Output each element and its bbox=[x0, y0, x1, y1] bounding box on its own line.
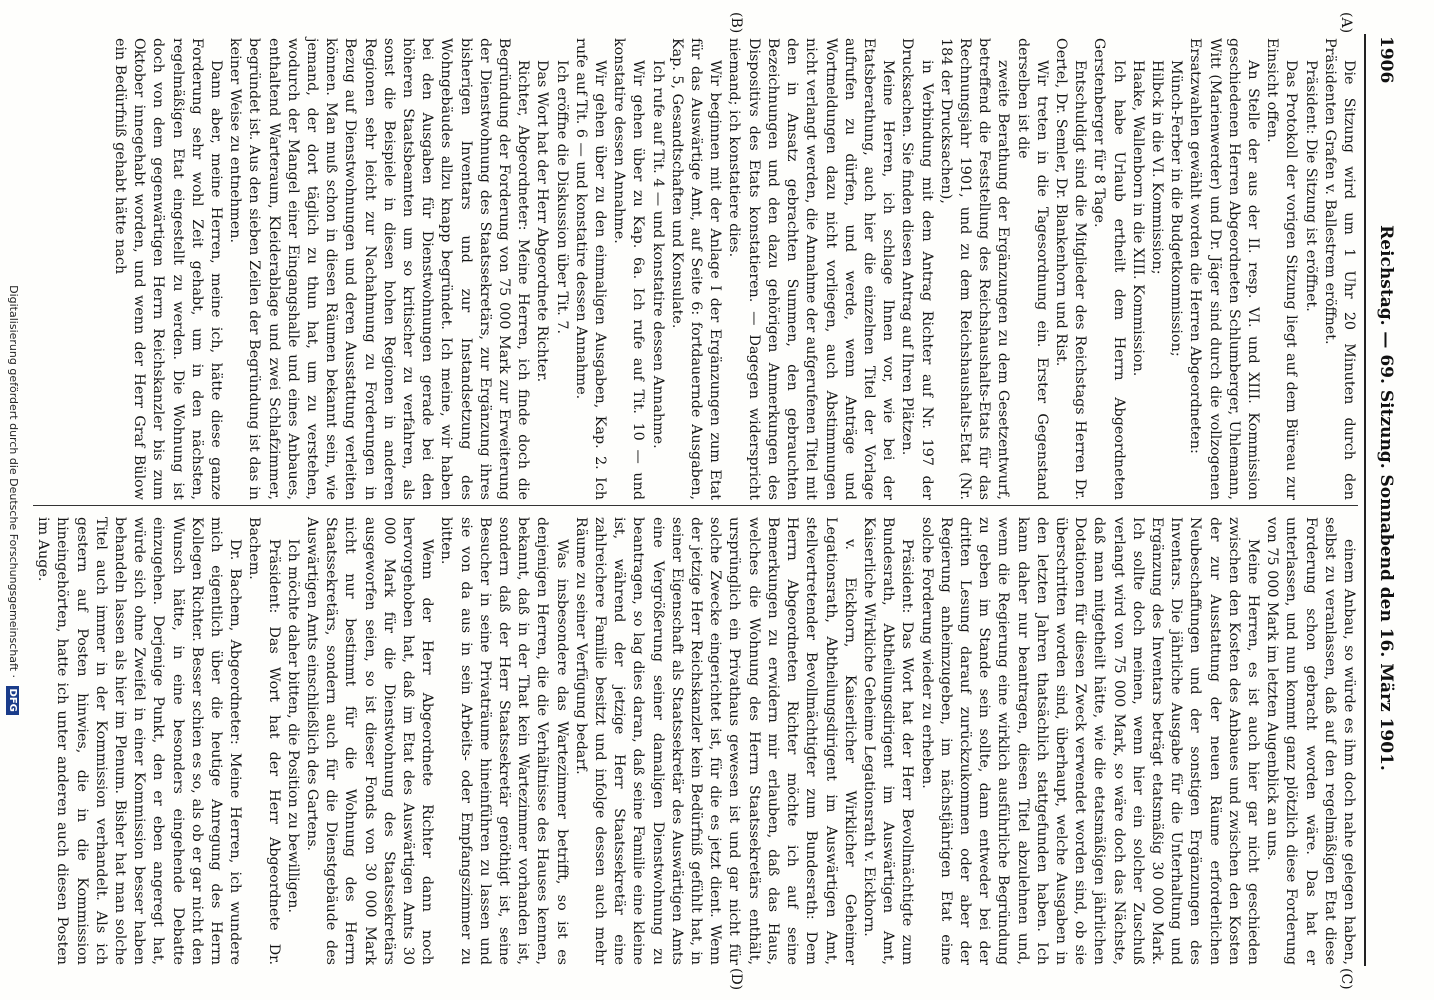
paragraph: Wir beginnen mit der Anlage I der Ergänzungen zum Etat für das Auswärtige Amt, auf Seite 6: fortdauernde Ausgaben, Kap. 5, Gesandtschaften und Konsulate. bbox=[668, 38, 724, 500]
paragraph: Dann aber, meine Herren, meine ich, hätte diese ganze Forderung sehr wohl Zeit gehabt, um in den nächsten, regelmäßigen Etat eingestellt zu werden. Die Wohnung ist doch von dem gegenwärtigen Herrn Reichskanzler bis zum Oktober innegehabt worden, und wenn der Herr Graf Bülow ein Bedürfniß gehabt hätte nach bbox=[112, 38, 225, 500]
paragraph: Das Protokoll der vorigen Sitzung liegt auf dem Büreau zur Einsicht offen. bbox=[1264, 38, 1300, 500]
paragraph: Entschuldigt sind die Mitglieder des Reichstags Herren Dr. Oertel, Dr. Semler, Dr. Blankenhorn und Rist. bbox=[1052, 38, 1089, 500]
running-title: Reichstag. — 69. Sitzung. Sonnabend den 16. März 1901. bbox=[1376, 225, 1396, 771]
paragraph: Ich möchte daher bitten, die Position zu bewilligen. bbox=[284, 539, 301, 913]
margin-mark-d: (D) bbox=[728, 968, 744, 991]
paragraph: Präsident: Das Wort hat der Herr Abgeordnete Dr. Bachem. bbox=[246, 517, 282, 965]
left-column bbox=[110, 38, 1358, 500]
paragraph: Präsident: Das Wort hat der Herr Bevollmächtigte zum Bundesrath, Abtheilungsdirigent im Auswärtigen Amt, Kaiserliche Wirkliche Geheime Legationsrath v. Eickhorn. bbox=[860, 517, 916, 965]
paragraph: Meine Herren, ich schlage Ihnen vor, wie bei der Etatsberathung, auch hier die einzelnen Titel der Vorlage aufrufen zu dürfen, und werde, wenn Anträge und Wortmeldungen dazu nicht vorliegen, auch Abstimmungen nicht verlangt werden, die Annahme der aufgerufenen Titel mit den in Ansatz gebrachten Summen, den gebrauchten Bezeichnungen und den dazu gehörigen Anmerkungen des Dispositivs des Etats konstatieren. — Dagegen widerspricht niemand; ich konstatiere dies. bbox=[726, 38, 897, 500]
paragraph: einem Anbau, so würde es ihm doch nahe gelegen haben, selbst zu veranlassen, daß auf den regelmäßigen Etat diese Forderung schon gebracht worden wäre. Das hat er unterlassen, und nun kommt ganz plötzlich diese Forderung von 75 000 Mark im letzten Augenblick an uns. bbox=[1264, 517, 1357, 965]
paragraph: zweite Berathung der Ergänzungen zu dem Gesetzentwurf, betreffend die Feststellung des Reichshaushalts-Etats für das Rechnungsjahr 1901, und zu dem Reichshaushalts-Etat (Nr. 184 der Drucksachen), bbox=[937, 38, 1012, 500]
paragraph: Wir gehen über zu Kap. 6a. Ich rufe auf Tit. 10 — und konstatire dessen Annahme. bbox=[611, 38, 647, 500]
column-divider bbox=[33, 505, 1358, 506]
paragraph: Ich rufe auf Tit. 4 — und konstatire dessen Annahme. bbox=[649, 60, 666, 449]
dfg-logo: DFG bbox=[6, 686, 19, 715]
digitization-footer bbox=[6, 0, 20, 1000]
paragraph: Richter, Abgeordneter: Meine Herren, ich finde doch die Begründung der Forderung von 75 000 Mark zur Erweiterung der Dienstwohnung des Staatssekretärs, zur Ergänzung ihres bisherigen Inventars und zur Instandsetzung des Wohngebäudes allzu knapp begründet. Ich meine, wir haben bei den Ausgaben für Dienstwohnungen gerade bei den höheren Staatsbeamten um so kritischer zu verfahren, als sonst die Beispiele in diesen hohen Regionen in anderen Regionen sehr leicht zur Nachahmung zu Forderungen in Bezug auf Dienstwohnungen und deren Ausstattung verleiten können. Man muß schon in diesen Räumen bekannt sein, wie jemand, der dort täglich zu thun hat, um zu verstehen, wodurch der Mangel einer Eingangshalle und eines Anbaues, enthaltend Warteraum, Kleiderablage und zwei Schlafzimmer, begründet ist. Aus den sieben Zeilen der Begründung ist das in keiner Weise zu entnehmen. bbox=[227, 38, 532, 500]
page-number: 1906 bbox=[1376, 36, 1396, 84]
paragraph: Ich eröffne die Diskussion über Tit. 7. bbox=[553, 60, 570, 335]
header-rule bbox=[1364, 34, 1366, 966]
paragraph: v. Eickhorn, Kaiserlicher Wirklicher Geheimer Legationsrath, Abtheilungsdirigent im Auswärtigen Amt, stellvertretender Bevollmächtigter zum Bundesrath: Dem Herrn Abgeordneten Richter möchte ich auf seine Bemerkungen zu erwidern mir erlauben, daß das Haus, welches die Wohnung des Herrn Staatssekretärs enthält, ursprünglich ein Privathaus gewesen ist und gar nicht für solche Zwecke eingerichtet ist, für die es jetzt dient. Wenn der jetzige Herr Reichskanzler kein Bedürfniß gefühlt hat, in seiner Eigenschaft als Staatssekretär des Auswärtigen Amts eine Vergrößerung seiner damaligen Dienstwohnung zu beantragen, so lag dies daran, daß seine Familie eine kleine ist, während der jetzige Herr Staatssekretär eine zahlreichere Familie besitzt und infolge dessen auch mehr Räume zu seiner Verfügung bedarf. bbox=[572, 517, 858, 965]
paragraph: Was insbesondere das Wartezimmer betrifft, so ist es denjenigen Herren, die die Verhältnisse des Hauses kennen, bekannt, daß in der That kein Wartezimmer vorhanden ist, sondern daß der Herr Staatssekretär genöthigt ist, seine Besucher in seine Privaträume hineinführen zu lassen und sie von da aus in sein Arbeits- oder Empfangszimmer zu bitten. bbox=[438, 517, 570, 965]
paragraph: Haake, Wallenborn in die XIII. Kommission. bbox=[1129, 60, 1146, 377]
paragraph: in Verbindung mit dem Antrag Richter auf Nr. 197 der Drucksachen. Sie finden diesen Antrag auf Ihren Plätzen. bbox=[899, 38, 935, 500]
margin-mark-a: (A) bbox=[1338, 12, 1354, 34]
footer-text: Digitalisierung gefördert durch die Deutsche Forschungsgemeinschaft · bbox=[7, 285, 20, 679]
margin-mark-c: (C) bbox=[1338, 968, 1354, 990]
paragraph: Die Sitzung wird um 1 Uhr 20 Minuten durch den Präsidenten Grafen v. Ballestrem eröffnet. bbox=[1321, 38, 1357, 500]
paragraph: Wir treten in die Tagesordnung ein. Erster Gegenstand derselben ist die bbox=[1014, 38, 1050, 500]
paragraph: An Stelle der aus der II. resp. VI. und XIII. Kommission geschiedenen Herren Abgeordneten Schlumberger, Uhlemann, Witt (Marienwerder) und Dr. Jäger sind durch die vollzogenen Ersatzwahlen gewählt worden die Herren Abgeordneten: bbox=[1187, 38, 1261, 500]
paragraph: Münch-Ferber in die Budgetkommission; bbox=[1168, 60, 1185, 357]
paragraph: Meine Herren, es ist auch hier gar nicht geschieden zwischen den Kosten des Anbaues und zwischen den Kosten der zur Ausstattung der neuen Räume erforderlichen Neubeschaffungen und der sonstigen Ergänzungen des Inventars. Die jährliche Ausgabe für die Unterhaltung und Ergänzung des Inventars beträgt etatsmäßig 30 000 Mark. Ich sollte doch meinen, wenn hier ein solcher Zuschuß verlangt wird von 75 000 Mark, so wäre doch das Nächste, daß man mitgetheilt hätte, wie die etatsmäßigen jährlichen Dotationen für diesen Zweck verwendet worden sind, ob sie überschritten worden sind, überhaupt, welche Ausgaben in den letzten Jahren thatsächlich stattgefunden haben. Ich kann daher nur beantragen, diesen Titel abzulehnen und, wenn die Regierung eine wirklich ausführliche Begründung zu geben im Stande sein sollte, dann entweder bei der dritten Lesung darauf zurückzukommen oder aber der Regierung anheimzugeben, im nächstjährigen Etat eine solche Forderung wieder zu erheben. bbox=[918, 517, 1261, 965]
paragraph: Ich habe Urlaub ertheilt dem Herrn Abgeordneten Gerstenberger für 8 Tage. bbox=[1091, 38, 1127, 500]
paragraph: Wir gehen über zu den einmaligen Ausgaben, Kap. 2. Ich rufe auf Tit. 6 — und konstatire dessen Annahme. bbox=[572, 38, 609, 500]
paragraph: Präsident: Die Sitzung ist eröffnet. bbox=[1302, 60, 1319, 312]
paragraph: Wenn der Herr Abgeordnete Richter dann noch hervorgehoben hat, daß im Etat des Auswärtigen Amts 30 000 Mark für die Dienstwohnung des Staatssekretärs ausgeworfen seien, so ist dieser Fonds von 30 000 Mark nicht nur bestimmt für die Wohnung des Herrn Staatssekretärs, sondern auch für die Dienstgebäude des Auswärtigen Amts einschließlich des Gartens. bbox=[304, 517, 436, 965]
page-header bbox=[1368, 36, 1402, 960]
right-column bbox=[33, 517, 1358, 965]
paragraph: Das Wort hat der Herr Abgeordnete Richter. bbox=[534, 60, 551, 383]
paragraph: Hilbck in die VI. Kommission; bbox=[1148, 60, 1165, 275]
paragraph: Dr. Bachem, Abgeordneter: Meine Herren, ich wundere mich eigentlich über die heutige Anregung des Herrn Kollegen Richter. Besser schien es so, als ob er gar nicht den Wunsch hätte, in eine besonders eingehende Debatte einzugehen. Derjenige Punkt, den er eben angeregt hat, würde sich ohne Zweifel in einer Kommission besser haben behandeln lassen als hier im Plenum. Bisher hat man solche Titel auch immer in der Kommission verhandelt. Als ich gestern auf Posten hinwies, die in die Kommission hineingehörten, hatte ich unter anderen auch diesen Posten im Auge. bbox=[35, 517, 244, 965]
margin-mark-b: (B) bbox=[728, 12, 744, 34]
